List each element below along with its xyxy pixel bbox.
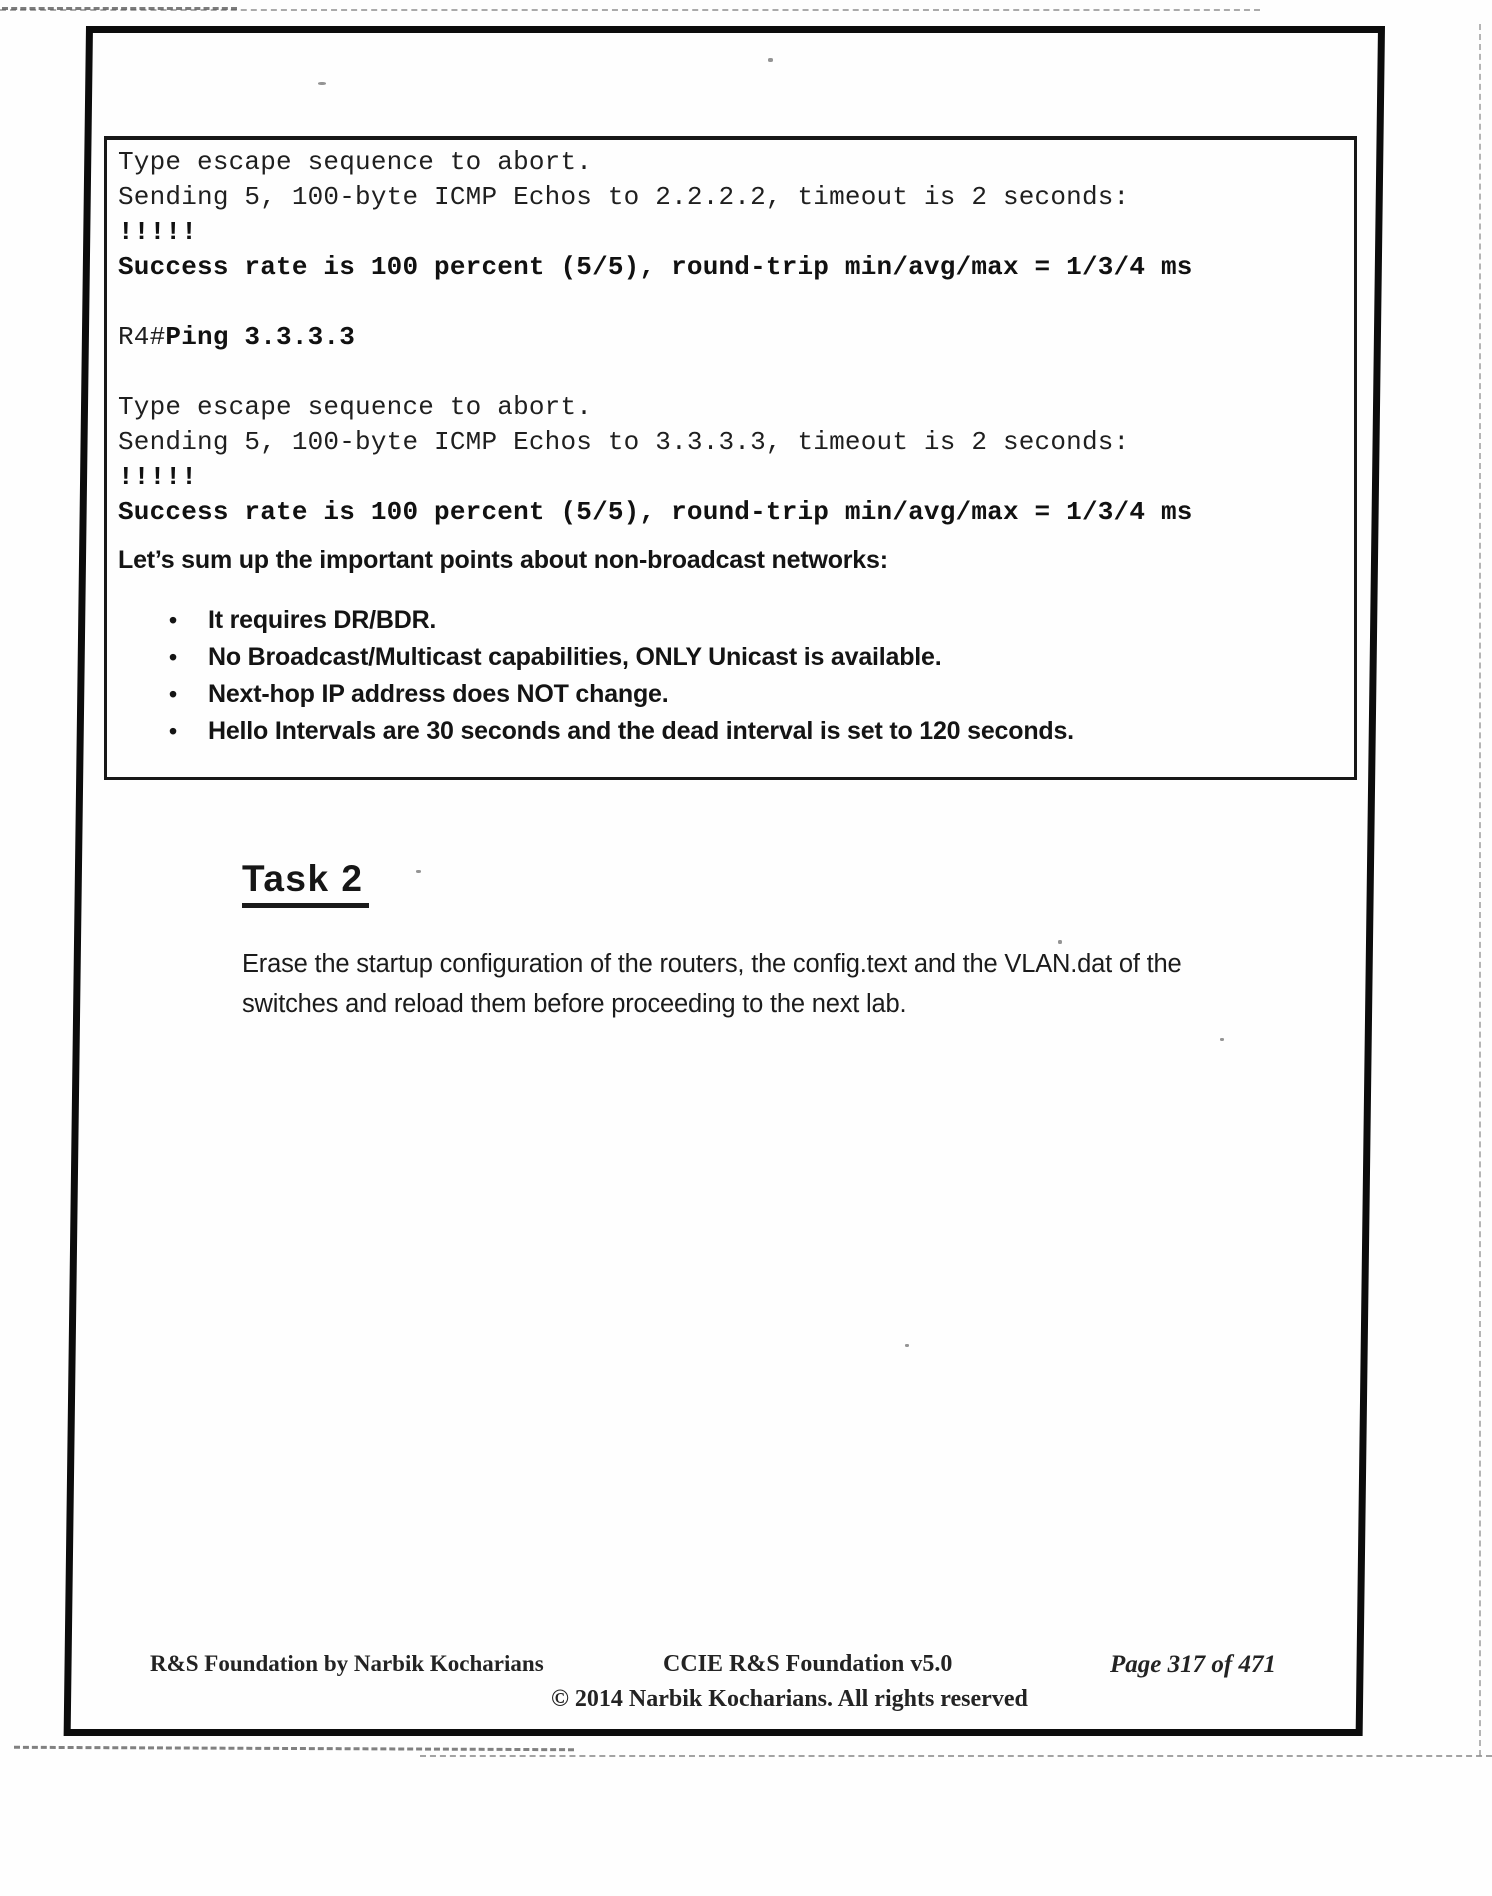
- task-description-line: Erase the startup configuration of the routers, the config.text and the VLAN.dat of the: [242, 950, 1182, 978]
- console-text: Sending 5, 100-byte ICMP Echos to 3.3.3.3, timeout is 2 seconds:: [118, 427, 1130, 457]
- bullet-item: [118, 639, 1344, 676]
- console-lines: [118, 145, 1344, 530]
- console-output-box: [104, 136, 1357, 780]
- console-text-bold: !!!!!: [118, 462, 198, 492]
- summary-list: [118, 602, 1344, 750]
- console-line: [118, 145, 1344, 180]
- bullet-item: [118, 676, 1344, 713]
- console-text-bold: !!!!!: [118, 217, 198, 247]
- scan-artifact-top-line: [0, 9, 1260, 11]
- console-line: [118, 425, 1344, 460]
- bullet-item: [118, 602, 1344, 639]
- console-text: R4#: [118, 322, 166, 352]
- console-text-bold: Success rate is 100 percent (5/5), round-trip min/avg/max = 1/3/4 ms: [118, 497, 1193, 527]
- bullet-icon: •: [169, 718, 177, 744]
- console-text-bold: Success rate is 100 percent (5/5), round-trip min/avg/max = 1/3/4 ms: [118, 252, 1193, 282]
- console-line: [118, 250, 1344, 285]
- console-line: [118, 285, 1344, 320]
- scan-artifact-right-edge: [1479, 24, 1481, 1756]
- console-text: Sending 5, 100-byte ICMP Echos to 2.2.2.2, timeout is 2 seconds:: [118, 182, 1130, 212]
- console-text-bold: Ping 3.3.3.3: [165, 322, 356, 352]
- task-heading: Task 2: [242, 858, 369, 908]
- console-line: [118, 180, 1344, 215]
- console-line: [118, 215, 1344, 250]
- scan-artifact-bottom-line-2: [420, 1755, 1492, 1757]
- bullet-text: No Broadcast/Multicast capabilities, ONLY Unicast is available.: [208, 643, 942, 671]
- console-line: [118, 355, 1344, 390]
- bullet-text: It requires DR/BDR.: [208, 606, 437, 634]
- footer-book-title: R&S Foundation by Narbik Kocharians: [150, 1651, 544, 1676]
- bullet-text: Hello Intervals are 30 seconds and the dead interval is set to 120 seconds.: [208, 717, 1074, 745]
- console-line: [118, 320, 1344, 355]
- console-text: Type escape sequence to abort.: [118, 392, 593, 422]
- bullet-icon: •: [169, 644, 177, 670]
- bullet-item: [118, 713, 1344, 750]
- scan-artifact-bottom-line: [14, 1746, 574, 1751]
- console-line: [118, 390, 1344, 425]
- bullet-icon: •: [169, 681, 177, 707]
- console-text: Type escape sequence to abort.: [118, 147, 593, 177]
- console-line: [118, 460, 1344, 495]
- console-line: [118, 495, 1344, 530]
- footer-page-number: Page 317 of 471: [1110, 1651, 1276, 1678]
- summary-intro-text: Let’s sum up the important points about non-broadcast networks:: [118, 546, 888, 574]
- scan-artifact-top-line-dark: [2, 7, 237, 10]
- task-description: [242, 944, 1272, 1024]
- footer-edition: CCIE R&S Foundation v5.0: [663, 1651, 953, 1677]
- footer-copyright: © 2014 Narbik Kocharians. All rights reserved: [551, 1686, 1028, 1712]
- task-description-line: switches and reload them before proceeding to the next lab.: [242, 990, 907, 1018]
- bullet-icon: •: [169, 607, 177, 633]
- bullet-text: Next-hop IP address does NOT change.: [208, 680, 669, 708]
